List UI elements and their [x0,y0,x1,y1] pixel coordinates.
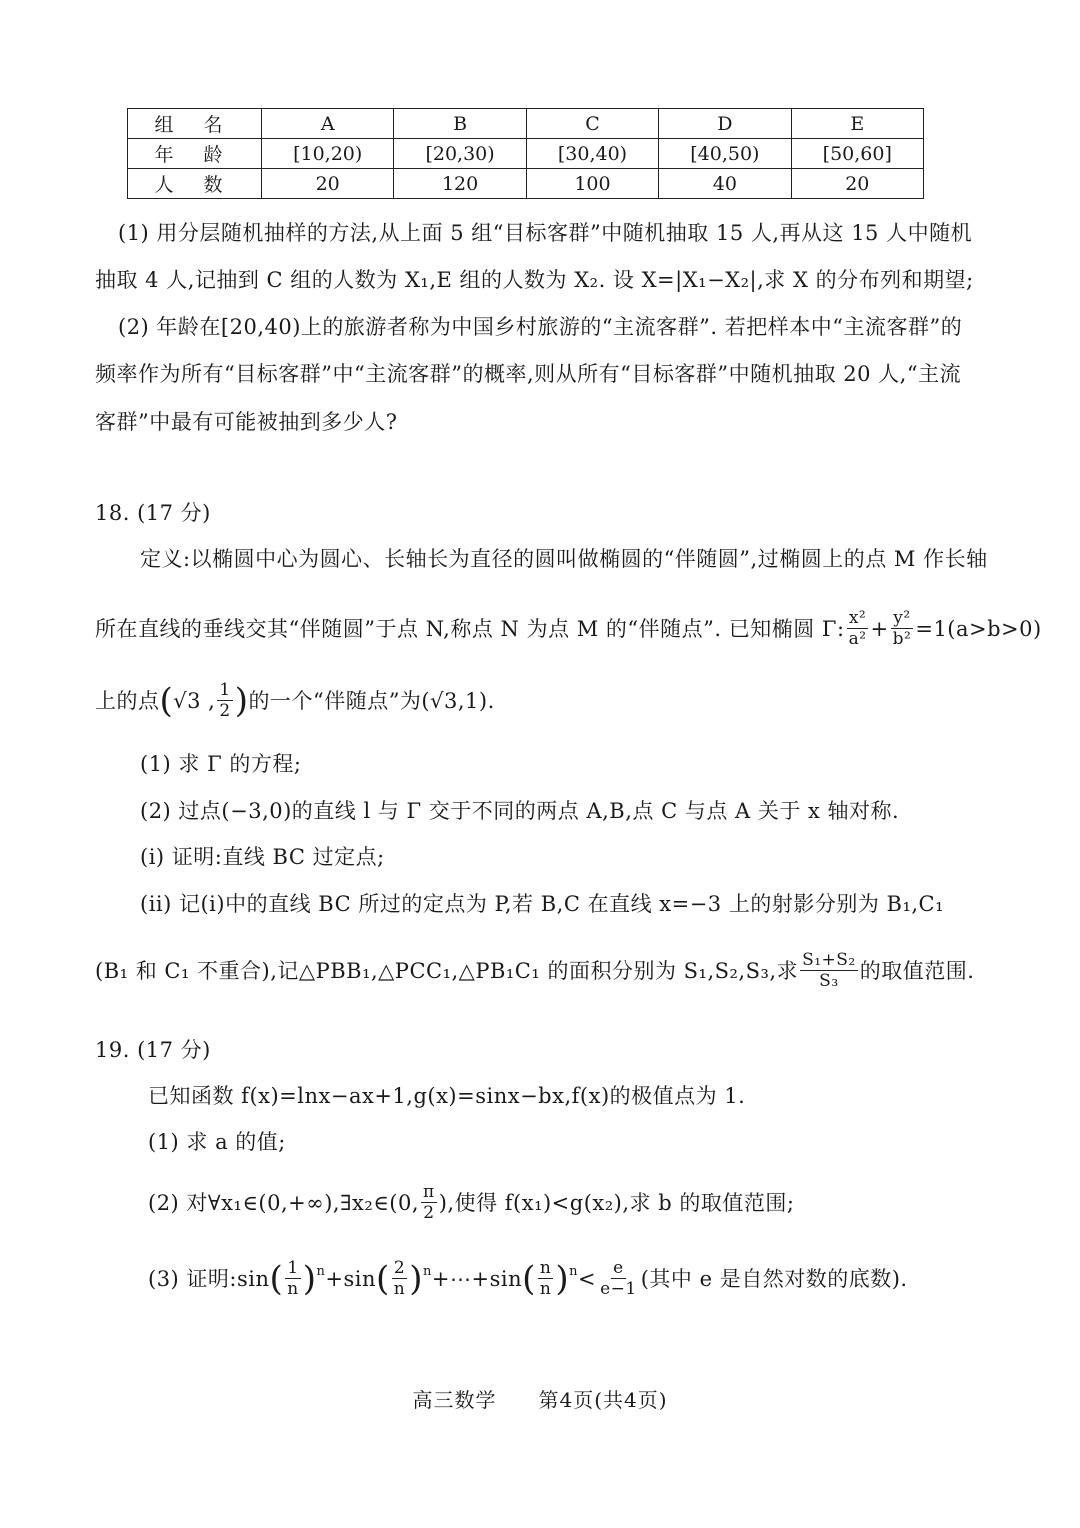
exponent: n [316,1264,326,1279]
table-row [128,139,924,169]
fraction-denominator: e−1 [600,1279,637,1299]
fraction-numerator: π [423,1182,435,1202]
q18-part2-ii-line2 [95,950,974,991]
q18-point-suffix: 的一个“伴随点”为(√3,1). [248,688,495,713]
q17-part1-line1: (1) 用分层随机抽样的方法,从上面 5 组“目标客群”中随机抽取 15 人,再从这 15 人中随机 [118,221,973,245]
table-cell: 40 [659,169,791,199]
fraction-numerator: e [613,1258,624,1278]
q18-point-prefix: 上的点 [95,688,160,713]
table-cell: [10,20) [262,139,394,169]
fraction-denominator: 2 [423,1203,435,1223]
left-paren: ( [376,1258,390,1299]
ellipse-x-fraction [847,608,869,649]
q19-part3-prefix: (3) 证明: [148,1266,237,1291]
right-paren: ) [409,1258,424,1299]
q18-definition-line3 [95,680,495,721]
page-footer: 高三数学 第4页(共4页) [412,1388,668,1412]
fraction-denominator: n [393,1279,406,1299]
table-cell: 20 [791,169,923,199]
term-fraction [285,1258,300,1299]
table-cell: [20,30) [394,139,526,169]
fraction-numerator: 2 [393,1258,406,1278]
plus-sign: + [325,1266,344,1291]
fraction-numerator: x² [848,608,867,628]
exponent: n [423,1264,432,1279]
q18-area-text: (B₁ 和 C₁ 不重合),记△PBB₁,△PCC₁,△PB₁C₁ 的面积分别为 S₁,S₂,S₃,求 [95,958,799,983]
right-paren: ) [234,680,249,721]
table-cell: E [791,109,923,139]
q18-definition-line1: 定义:以椭圆中心为圆心、长轴长为直径的圆叫做椭圆的“伴随圆”,过椭圆上的点 M 作长轴 [140,547,988,571]
left-paren: ( [269,1258,284,1299]
fraction-numerator: S₁+S₂ [802,950,856,970]
q19-part2 [148,1182,794,1223]
table-cell: [40,50) [659,139,791,169]
q17-part1-line2: 抽取 4 人,记抽到 C 组的人数为 X₁,E 组的人数为 X₂. 设 X=|X₁−X₂|,求 X 的分布列和期望; [95,268,974,292]
q18-part2-ii: (ii) 记(i)中的直线 BC 所过的定点为 P,若 B,C 在直线 x=−3 上的射影分别为 B₁,C₁ [140,892,945,916]
term-fraction [538,1258,553,1299]
left-paren: ( [522,1258,536,1299]
ellipsis-plus: +⋯+ [431,1266,490,1291]
table-cell: 20 [262,169,394,199]
q19-part3 [148,1258,908,1299]
fraction-denominator: S₃ [819,971,839,991]
fraction-numerator: y² [893,608,911,628]
q17-part2-line3: 客群”中最有可能被抽到多少人? [95,410,398,434]
q19-part1: (1) 求 a 的值; [148,1130,286,1154]
term-fraction [392,1258,407,1299]
table-cell: [50,60] [791,139,923,169]
q19-part3-suffix: (其中 e 是自然对数的底数). [640,1266,908,1291]
right-paren: ) [555,1258,570,1299]
table-cell: A [262,109,394,139]
area-ratio-fraction [800,950,858,991]
pi-half-fraction [421,1182,437,1223]
table-cell: 120 [394,169,526,199]
fraction-denominator: n [539,1279,552,1299]
fraction-denominator: 2 [219,701,231,721]
exponent: n [569,1264,578,1279]
q17-part2-line1: (2) 年龄在[20,40)上的旅游者称为中国乡村旅游的“主流客群”. 若把样本中“主流客群”的 [118,315,963,339]
e-fraction [598,1258,639,1299]
point-x: √3 , [173,688,216,713]
q17-part2-line2: 频率作为所有“目标客群”中“主流客群”的概率,则从所有“目标客群”中随机抽取 20 人,“主流 [95,362,962,386]
sin-term: sin [343,1266,377,1291]
fraction-denominator: a² [848,629,867,649]
q19-part2-prefix: (2) 对∀x₁∈(0,+∞),∃x₂∈(0, [148,1190,420,1215]
q18-part2-i: (i) 证明:直线 BC 过定点; [140,845,385,869]
fraction-numerator: 1 [287,1258,299,1278]
fraction-numerator: 1 [219,680,231,700]
age-group-table [127,108,924,199]
table-cell: B [394,109,526,139]
q19-part2-suffix: ),使得 f(x₁)<g(x₂),求 b 的取值范围; [438,1190,795,1215]
row-label: 人 数 [128,169,262,199]
q18-area-tail: 的取值范围. [859,958,975,983]
ellipse-equation-tail: =1(a>b>0) [915,616,1042,641]
fraction-numerator: n [539,1258,552,1278]
sin-term: sin [489,1266,523,1291]
row-label: 年 龄 [128,139,262,169]
q18-part1: (1) 求 Γ 的方程; [140,752,302,776]
q18-definition-text: 所在直线的垂线交其“伴随圆”于点 N,称点 N 为点 M 的“伴随点”. 已知椭圆 Γ: [95,616,845,641]
table-cell: D [659,109,791,139]
q18-header: 18. (17 分) [95,501,211,525]
row-label: 组 名 [128,109,262,139]
table-row [128,169,924,199]
fraction-denominator: b² [892,629,912,649]
left-paren: ( [159,680,174,721]
table-row [128,109,924,139]
fraction-denominator: n [287,1279,299,1299]
table-cell: 100 [526,169,658,199]
table-cell: [30,40) [526,139,658,169]
q18-part2: (2) 过点(−3,0)的直线 l 与 Γ 交于不同的两点 A,B,点 C 与点 A 关于 x 轴对称. [140,799,900,823]
ellipse-y-fraction [891,608,914,649]
plus-sign: + [870,616,889,641]
q19-header: 19. (17 分) [95,1038,211,1062]
sin-term: sin [237,1266,270,1291]
point-y-fraction [217,680,232,721]
less-than-sign: < [577,1266,597,1291]
q18-definition-line2 [95,608,1042,649]
right-paren: ) [302,1258,317,1299]
q19-given: 已知函数 f(x)=lnx−ax+1,g(x)=sinx−bx,f(x)的极值点为 1. [148,1084,746,1108]
table-cell: C [526,109,658,139]
